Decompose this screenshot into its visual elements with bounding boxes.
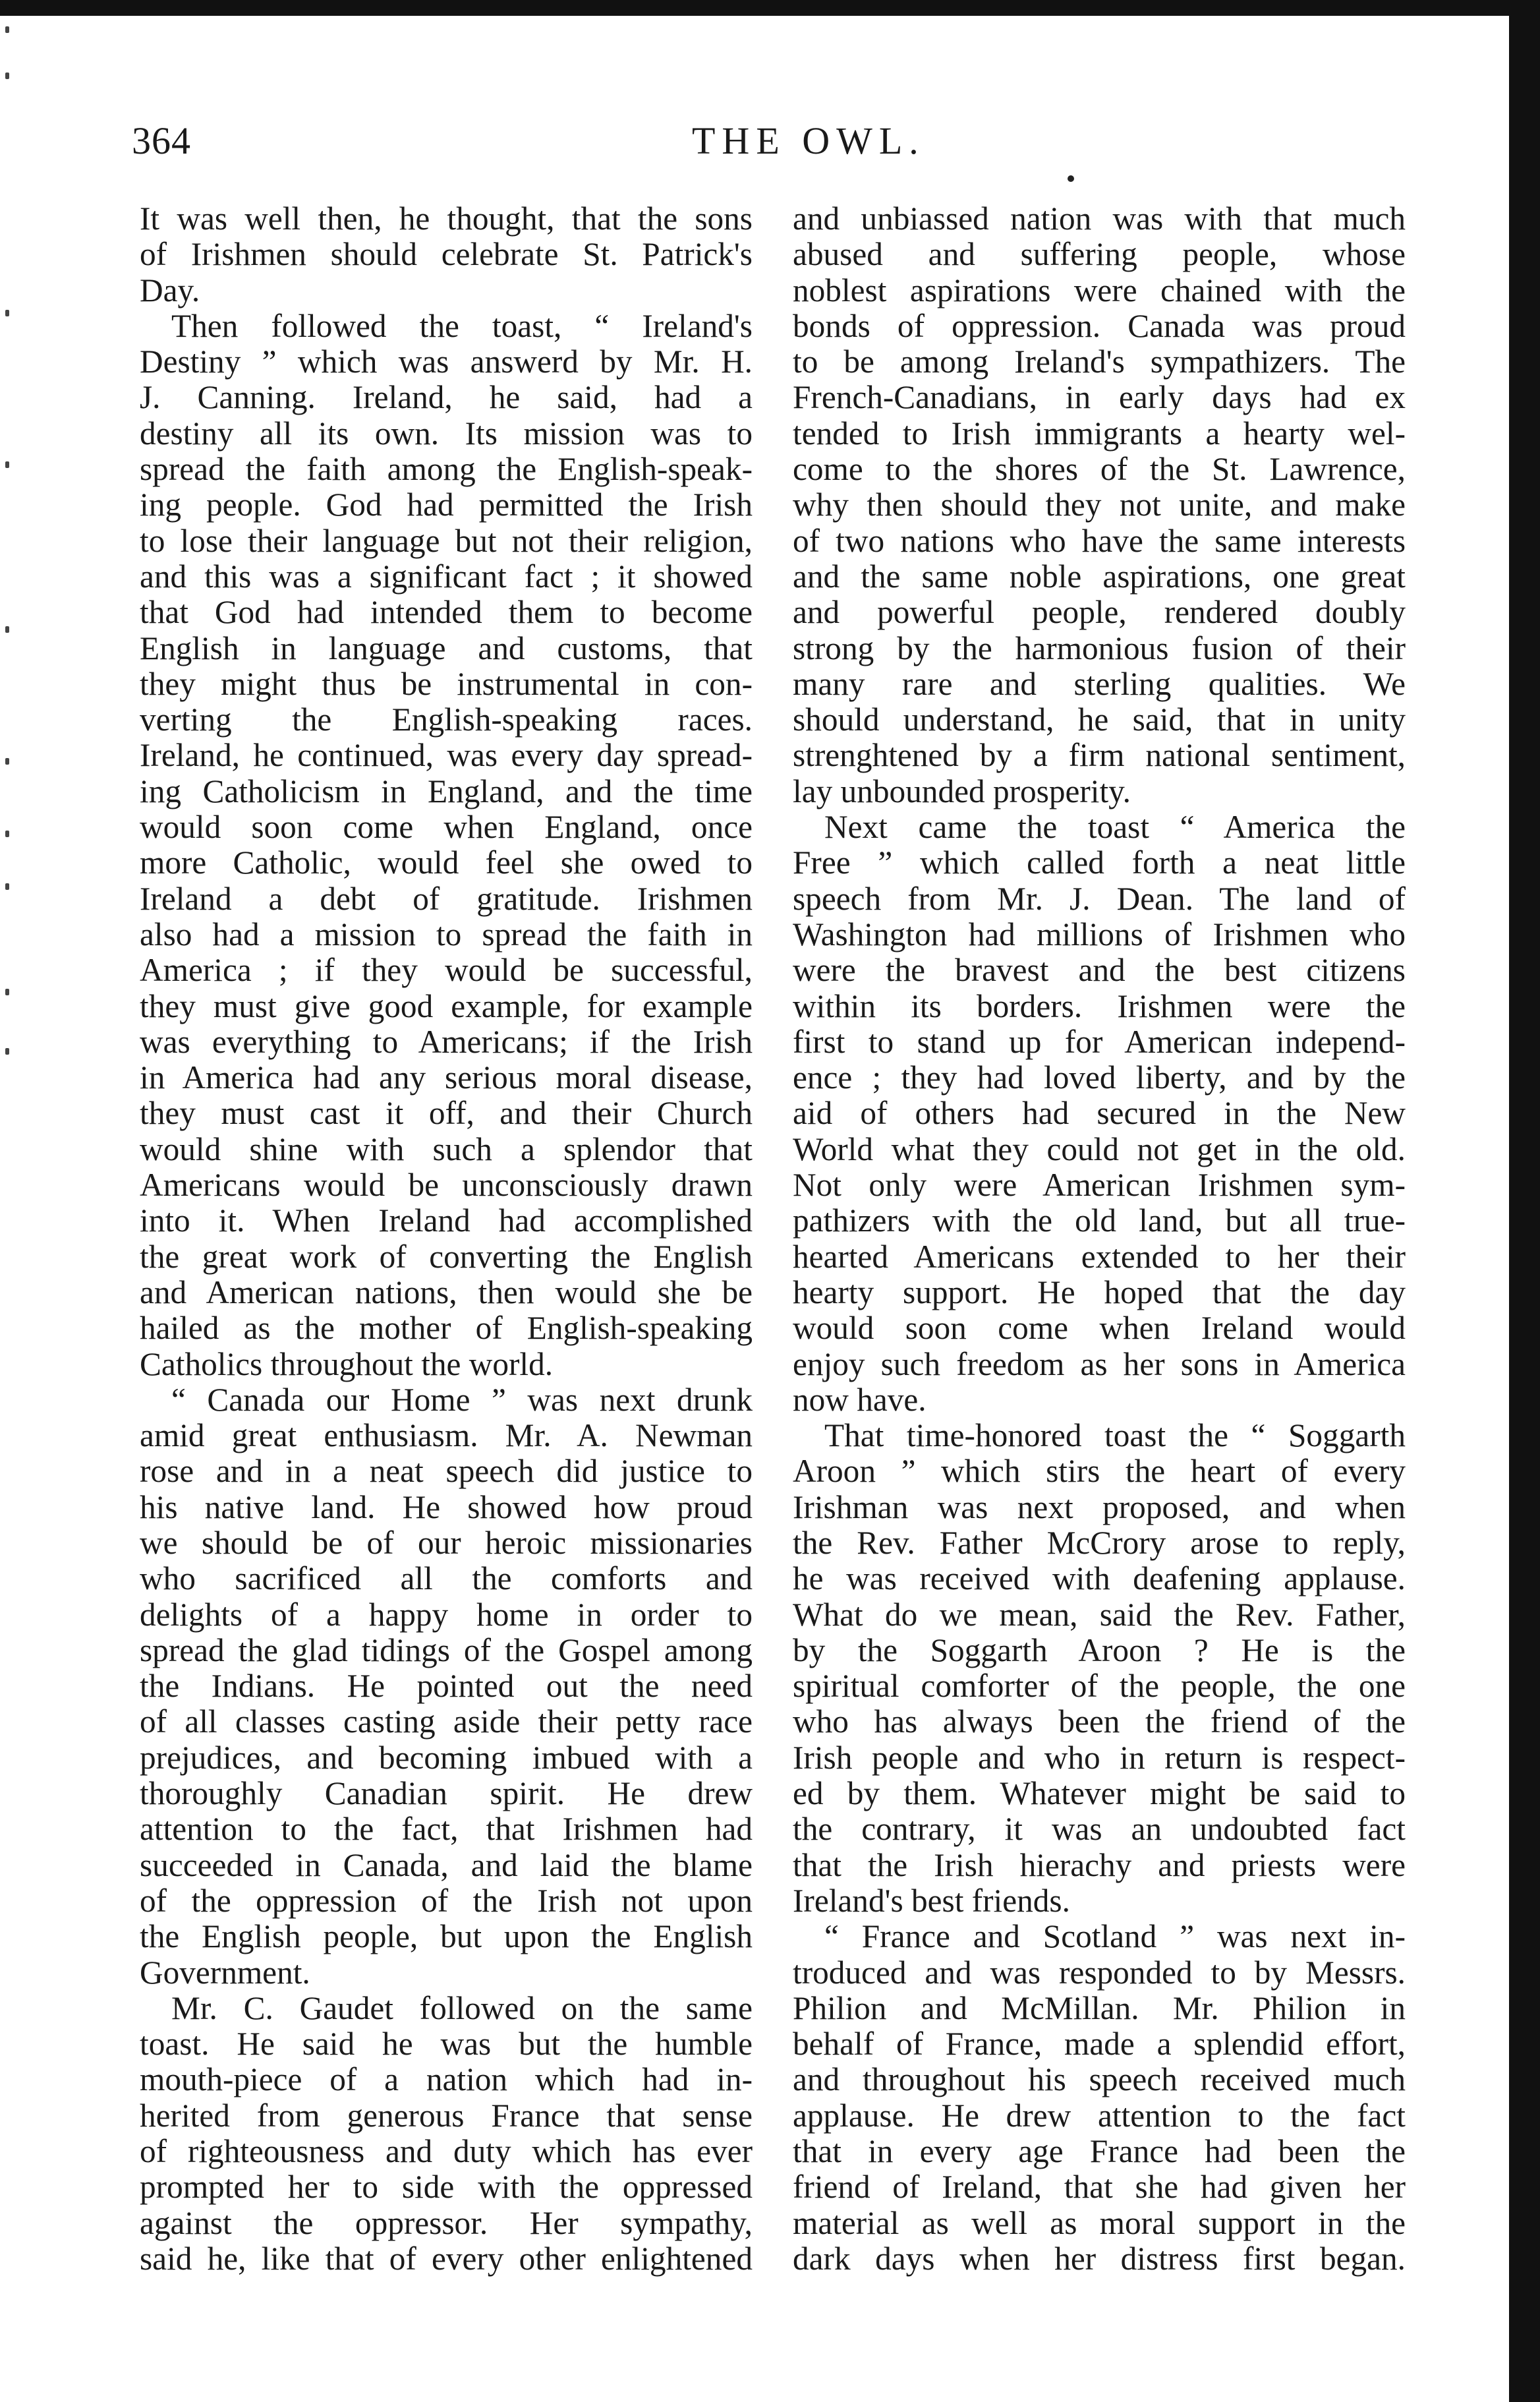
- text-line: prejudices, and becoming imbued with a: [140, 1739, 753, 1776]
- text-line: Washington had millions of Irishmen who: [793, 916, 1406, 952]
- text-line: strong by the harmonious fusion of their: [793, 630, 1406, 666]
- text-line: English in language and customs, that: [140, 630, 753, 666]
- text-line: hearted Americans extended to her their: [793, 1238, 1406, 1275]
- text-line: into it. When Ireland had accomplished: [140, 1202, 753, 1239]
- text-line: mouth-piece of a nation which had in-: [140, 2061, 753, 2098]
- text-line: “ France and Scotland ” was next in-: [824, 1918, 1406, 1955]
- text-line: friend of Ireland, that she had given her: [793, 2169, 1406, 2206]
- text-line: Americans would be unconsciously drawn: [140, 1167, 753, 1204]
- text-line: why then should they not unite, and make: [793, 486, 1406, 523]
- left-text-column: [140, 201, 753, 2277]
- text-line: Ireland's best friends.: [793, 1882, 1070, 1919]
- text-line: abused and suffering people, whose: [793, 236, 1406, 273]
- text-line: Government.: [140, 1954, 310, 1991]
- page-header: [132, 119, 1476, 178]
- text-line: applause. He drew attention to the fact: [793, 2097, 1406, 2134]
- text-line: who sacrificed all the comforts and: [140, 1560, 753, 1597]
- text-line: was everything to Americans; if the Irish: [140, 1023, 753, 1060]
- text-line: to lose their language but not their religion,: [140, 522, 753, 559]
- text-line: the contrary, it was an undoubted fact: [793, 1811, 1406, 1848]
- text-line: his native land. He showed how proud: [140, 1488, 753, 1525]
- text-line: ing people. God had permitted the Irish: [140, 486, 753, 523]
- text-line: would soon come when Ireland would: [793, 1310, 1406, 1347]
- text-line: the English people, but upon the English: [140, 1918, 753, 1955]
- text-line: material as well as moral support in the: [793, 2204, 1406, 2241]
- text-line: Ireland, he continued, was every day spread-: [140, 737, 753, 774]
- text-line: ing Catholicism in England, and the time: [140, 773, 753, 809]
- text-line: spread the glad tidings of the Gospel among: [140, 1631, 753, 1668]
- text-line: many rare and sterling qualities. We: [793, 665, 1406, 702]
- text-line: aid of others had secured in the New: [793, 1095, 1406, 1132]
- text-line: herited from generous France that sense: [140, 2097, 753, 2134]
- text-line: and powerful people, rendered doubly: [793, 594, 1406, 631]
- text-line: of the oppression of the Irish not upon: [140, 1882, 753, 1919]
- text-line: who has always been the friend of the: [793, 1703, 1406, 1740]
- page-number: 364: [132, 119, 191, 162]
- text-line: Then followed the toast, “ Ireland's: [171, 307, 753, 344]
- speck: [5, 73, 9, 79]
- text-line: dark days when her distress first began.: [793, 2240, 1406, 2277]
- text-line: and the same noble aspirations, one great: [793, 558, 1406, 595]
- text-line: rose and in a neat speech did justice to: [140, 1453, 753, 1490]
- text-line: Not only were American Irishmen sym-: [793, 1167, 1406, 1204]
- text-line: America ; if they would be successful,: [140, 952, 753, 989]
- text-line: Catholics throughout the world.: [140, 1345, 554, 1382]
- text-line: the Rev. Father McCrory arose to reply,: [793, 1524, 1406, 1561]
- text-line: they must cast it off, and their Church: [140, 1095, 753, 1132]
- text-line: Destiny ” which was answerd by Mr. H.: [140, 343, 753, 380]
- text-line: Ireland a debt of gratitude. Irishmen: [140, 880, 753, 917]
- speck: [5, 310, 9, 316]
- text-line: and American nations, then would she be: [140, 1274, 753, 1310]
- text-line: ence ; they had loved liberty, and by the: [793, 1059, 1406, 1096]
- speck: [5, 1048, 9, 1055]
- text-line: and this was a significant fact ; it showed: [140, 558, 753, 595]
- text-line: within its borders. Irishmen were the: [793, 987, 1406, 1024]
- right-text-column: [793, 201, 1406, 2277]
- text-line: behalf of France, made a splendid effort,: [793, 2026, 1406, 2063]
- text-line: destiny all its own. Its mission was to: [140, 415, 753, 452]
- text-line: that in every age France had been the: [793, 2133, 1406, 2170]
- text-line: against the oppressor. Her sympathy,: [140, 2204, 753, 2241]
- text-line: come to the shores of the St. Lawrence,: [793, 451, 1406, 488]
- text-line: toast. He said he was but the humble: [140, 2026, 753, 2063]
- text-line: in America had any serious moral disease,: [140, 1059, 753, 1096]
- text-line: we should be of our heroic missionaries: [140, 1524, 753, 1561]
- text-line: What do we mean, said the Rev. Father,: [793, 1596, 1406, 1633]
- text-line: should understand, he said, that in unity: [793, 701, 1406, 738]
- speck: [5, 989, 9, 995]
- text-line: said he, like that of every other enlightened: [140, 2240, 753, 2277]
- text-line: the Indians. He pointed out the need: [140, 1668, 753, 1705]
- text-line: now have.: [793, 1381, 927, 1418]
- text-line: hailed as the mother of English-speaking: [140, 1310, 753, 1347]
- text-line: bonds of oppression. Canada was proud: [793, 307, 1406, 344]
- text-line: Mr. C. Gaudet followed on the same: [171, 1989, 753, 2026]
- speck: [5, 626, 9, 633]
- speck: [5, 883, 9, 890]
- text-line: Aroon ” which stirs the heart of every: [793, 1453, 1406, 1490]
- text-line: verting the English-speaking races.: [140, 701, 753, 738]
- text-line: would shine with such a splendor that: [140, 1130, 753, 1167]
- text-line: by the Soggarth Aroon ? He is the: [793, 1631, 1406, 1668]
- right-edge-shadow: [1509, 0, 1540, 2402]
- text-line: Irish people and who in return is respect-: [793, 1739, 1406, 1776]
- text-line: attention to the fact, that Irishmen had: [140, 1811, 753, 1848]
- text-line: lay unbounded prosperity.: [793, 773, 1131, 809]
- text-line: to be among Ireland's sympathizers. The: [793, 343, 1406, 380]
- text-line: and throughout his speech received much: [793, 2061, 1406, 2098]
- speck: [5, 758, 9, 765]
- text-line: prompted her to side with the oppressed: [140, 2169, 753, 2206]
- text-line: succeeded in Canada, and laid the blame: [140, 1846, 753, 1883]
- text-line: of two nations who have the same interests: [793, 522, 1406, 559]
- speck: [5, 26, 9, 33]
- top-border-rule: [0, 0, 1540, 16]
- text-line: they might thus be instrumental in con-: [140, 665, 753, 702]
- text-line: also had a mission to spread the faith in: [140, 916, 753, 952]
- text-line: amid great enthusiasm. Mr. A. Newman: [140, 1417, 753, 1454]
- text-line: thoroughly Canadian spirit. He drew: [140, 1775, 753, 1812]
- text-line: French-Canadians, in early days had ex: [793, 379, 1406, 416]
- text-line: Free ” which called forth a neat little: [793, 844, 1406, 881]
- text-line: enjoy such freedom as her sons in America: [793, 1345, 1406, 1382]
- text-line: that God had intended them to become: [140, 594, 753, 631]
- text-line: It was well then, he thought, that the sons: [140, 200, 753, 237]
- speck: [5, 461, 9, 468]
- text-line: “ Canada our Home ” was next drunk: [171, 1381, 753, 1418]
- text-line: were the bravest and the best citizens: [793, 952, 1406, 989]
- text-line: of righteousness and duty which has ever: [140, 2133, 753, 2170]
- text-line: spread the faith among the English-speak-: [140, 451, 753, 488]
- text-line: ed by them. Whatever might be said to: [793, 1775, 1406, 1812]
- text-line: spiritual comforter of the people, the one: [793, 1668, 1406, 1705]
- text-line: pathizers with the old land, but all true-: [793, 1202, 1406, 1239]
- text-line: J. Canning. Ireland, he said, had a: [140, 379, 753, 416]
- text-line: World what they could not get in the old.: [793, 1130, 1406, 1167]
- text-line: he was received with deafening applause.: [793, 1560, 1406, 1597]
- text-line: and unbiassed nation was with that much: [793, 200, 1406, 237]
- text-line: speech from Mr. J. Dean. The land of: [793, 880, 1406, 917]
- text-line: tended to Irish immigrants a hearty wel-: [793, 415, 1406, 452]
- text-line: troduced and was responded to by Messrs.: [793, 1954, 1406, 1991]
- text-line: hearty support. He hoped that the day: [793, 1274, 1406, 1310]
- text-line: Next came the toast “ America the: [824, 809, 1406, 846]
- text-line: more Catholic, would feel she owed to: [140, 844, 753, 881]
- text-line: of Irishmen should celebrate St. Patrick's: [140, 236, 753, 273]
- text-line: That time-honored toast the “ Soggarth: [824, 1417, 1406, 1454]
- ink-dot: [1068, 175, 1074, 182]
- text-line: of all classes casting aside their petty race: [140, 1703, 753, 1740]
- text-line: first to stand up for American independ-: [793, 1023, 1406, 1060]
- text-line: Irishman was next proposed, and when: [793, 1488, 1406, 1525]
- text-line: that the Irish hierachy and priests were: [793, 1846, 1406, 1883]
- text-line: noblest aspirations were chained with the: [793, 272, 1406, 308]
- speck: [5, 831, 9, 837]
- left-margin-specks: [0, 0, 20, 2402]
- text-line: delights of a happy home in order to: [140, 1596, 753, 1633]
- text-line: Day.: [140, 272, 200, 308]
- text-line: the great work of converting the English: [140, 1238, 753, 1275]
- text-line: Philion and McMillan. Mr. Philion in: [793, 1989, 1406, 2026]
- running-title: THE OWL.: [692, 119, 925, 162]
- text-line: they must give good example, for example: [140, 987, 753, 1024]
- text-line: strenghtened by a firm national sentiment,: [793, 737, 1406, 774]
- text-line: would soon come when England, once: [140, 809, 753, 846]
